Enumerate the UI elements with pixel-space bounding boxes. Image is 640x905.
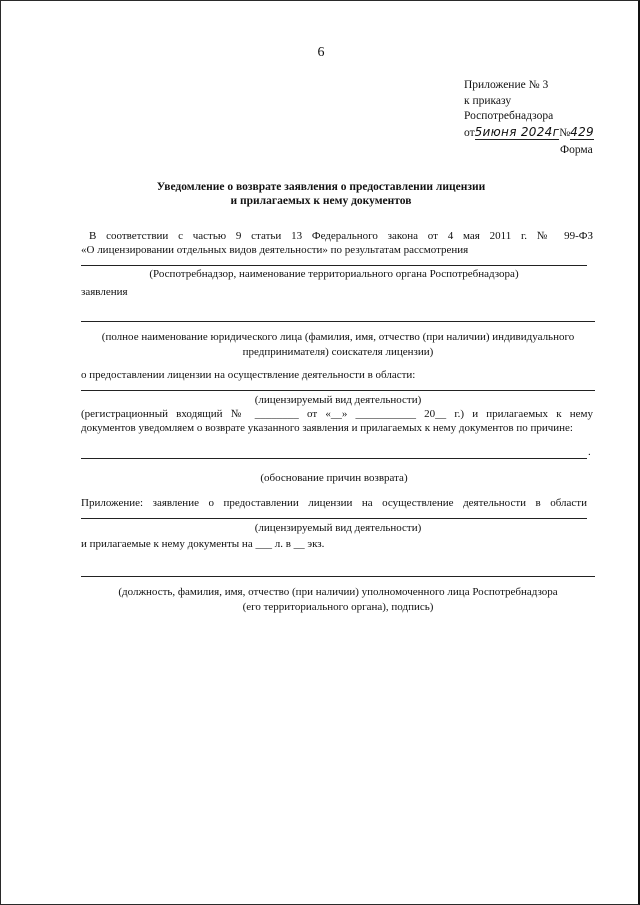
caption-rospotreb: (Роспотребнадзор, наименование территориального органа Роспотребнадзора) bbox=[149, 268, 519, 280]
number-sign: № bbox=[559, 126, 571, 139]
title-line2: и прилагаемых к нему документов bbox=[230, 195, 412, 207]
date-prefix: от bbox=[464, 126, 475, 139]
page-number: 6 bbox=[317, 45, 325, 60]
fill-line-rospotreb bbox=[81, 265, 587, 266]
appendix-line1: Приложение № 3 bbox=[464, 79, 549, 91]
title-line1: Уведомление о возврате заявления о предоставлении лицензии bbox=[156, 181, 486, 193]
fill-line-reason bbox=[81, 458, 587, 459]
caption-applicant-line1: (полное наименование юридического лица (фамилия, имя, отчество (при наличии) индивидуального bbox=[101, 331, 575, 343]
fill-line-official bbox=[81, 576, 595, 577]
caption-activity2: (лицензируемый вид деятельности) bbox=[254, 522, 422, 534]
appendix-date-line bbox=[464, 125, 594, 142]
para-license-area: о предоставлении лицензии на осуществление деятельности в области: bbox=[81, 369, 416, 381]
document-title bbox=[1, 180, 640, 208]
fill-line-applicant bbox=[81, 321, 595, 322]
fill-line-activity2 bbox=[81, 518, 587, 519]
para-pages: и прилагаемые к нему документы на ___ л. в __ экз. bbox=[81, 538, 325, 550]
line-end-dot: . bbox=[588, 446, 591, 458]
appendix-line3: Роспотребнадзора bbox=[464, 110, 554, 122]
caption-applicant-line2: предпринимателя) соискателя лицензии) bbox=[242, 345, 434, 358]
appendix-block bbox=[464, 78, 594, 141]
appendix-line2: к приказу bbox=[464, 94, 512, 107]
para-reg-line2: документов уведомляем о возврате указанного заявления и прилагаемых к нему документов по причине: bbox=[81, 422, 573, 434]
para-reg-line1: (регистрационный входящий № ________ от «__» ___________ 20__ г.) и прилагаемых к нему bbox=[81, 408, 593, 420]
caption-reason: (обоснование причин возврата) bbox=[260, 472, 408, 484]
para-appendix: Приложение: заявление о предоставлении лицензии на осуществление деятельности в области bbox=[81, 497, 587, 509]
caption-official-line2: (его территориального органа), подпись) bbox=[242, 600, 434, 613]
form-label: Форма bbox=[560, 144, 593, 156]
caption-activity: (лицензируемый вид деятельности) bbox=[254, 394, 422, 406]
para1-line1: В соответствии с частью 9 статьи 13 Федерального закона от 4 мая 2011 г. № 99-ФЗ bbox=[89, 230, 593, 242]
fill-line-activity bbox=[81, 390, 595, 391]
handwritten-date: 5июня 2024г bbox=[474, 124, 560, 139]
caption-official-line1: (должность, фамилия, имя, отчество (при наличии) уполномоченного лица Роспотребнадзора bbox=[118, 586, 558, 598]
caption-applicant bbox=[81, 330, 595, 359]
handwritten-number: 429 bbox=[570, 124, 594, 139]
caption-official bbox=[81, 585, 595, 614]
para1-line2: «О лицензировании отдельных видов деятельности» по результатам рассмотрения bbox=[81, 244, 469, 256]
word-zayavleniya: заявления bbox=[81, 286, 128, 298]
